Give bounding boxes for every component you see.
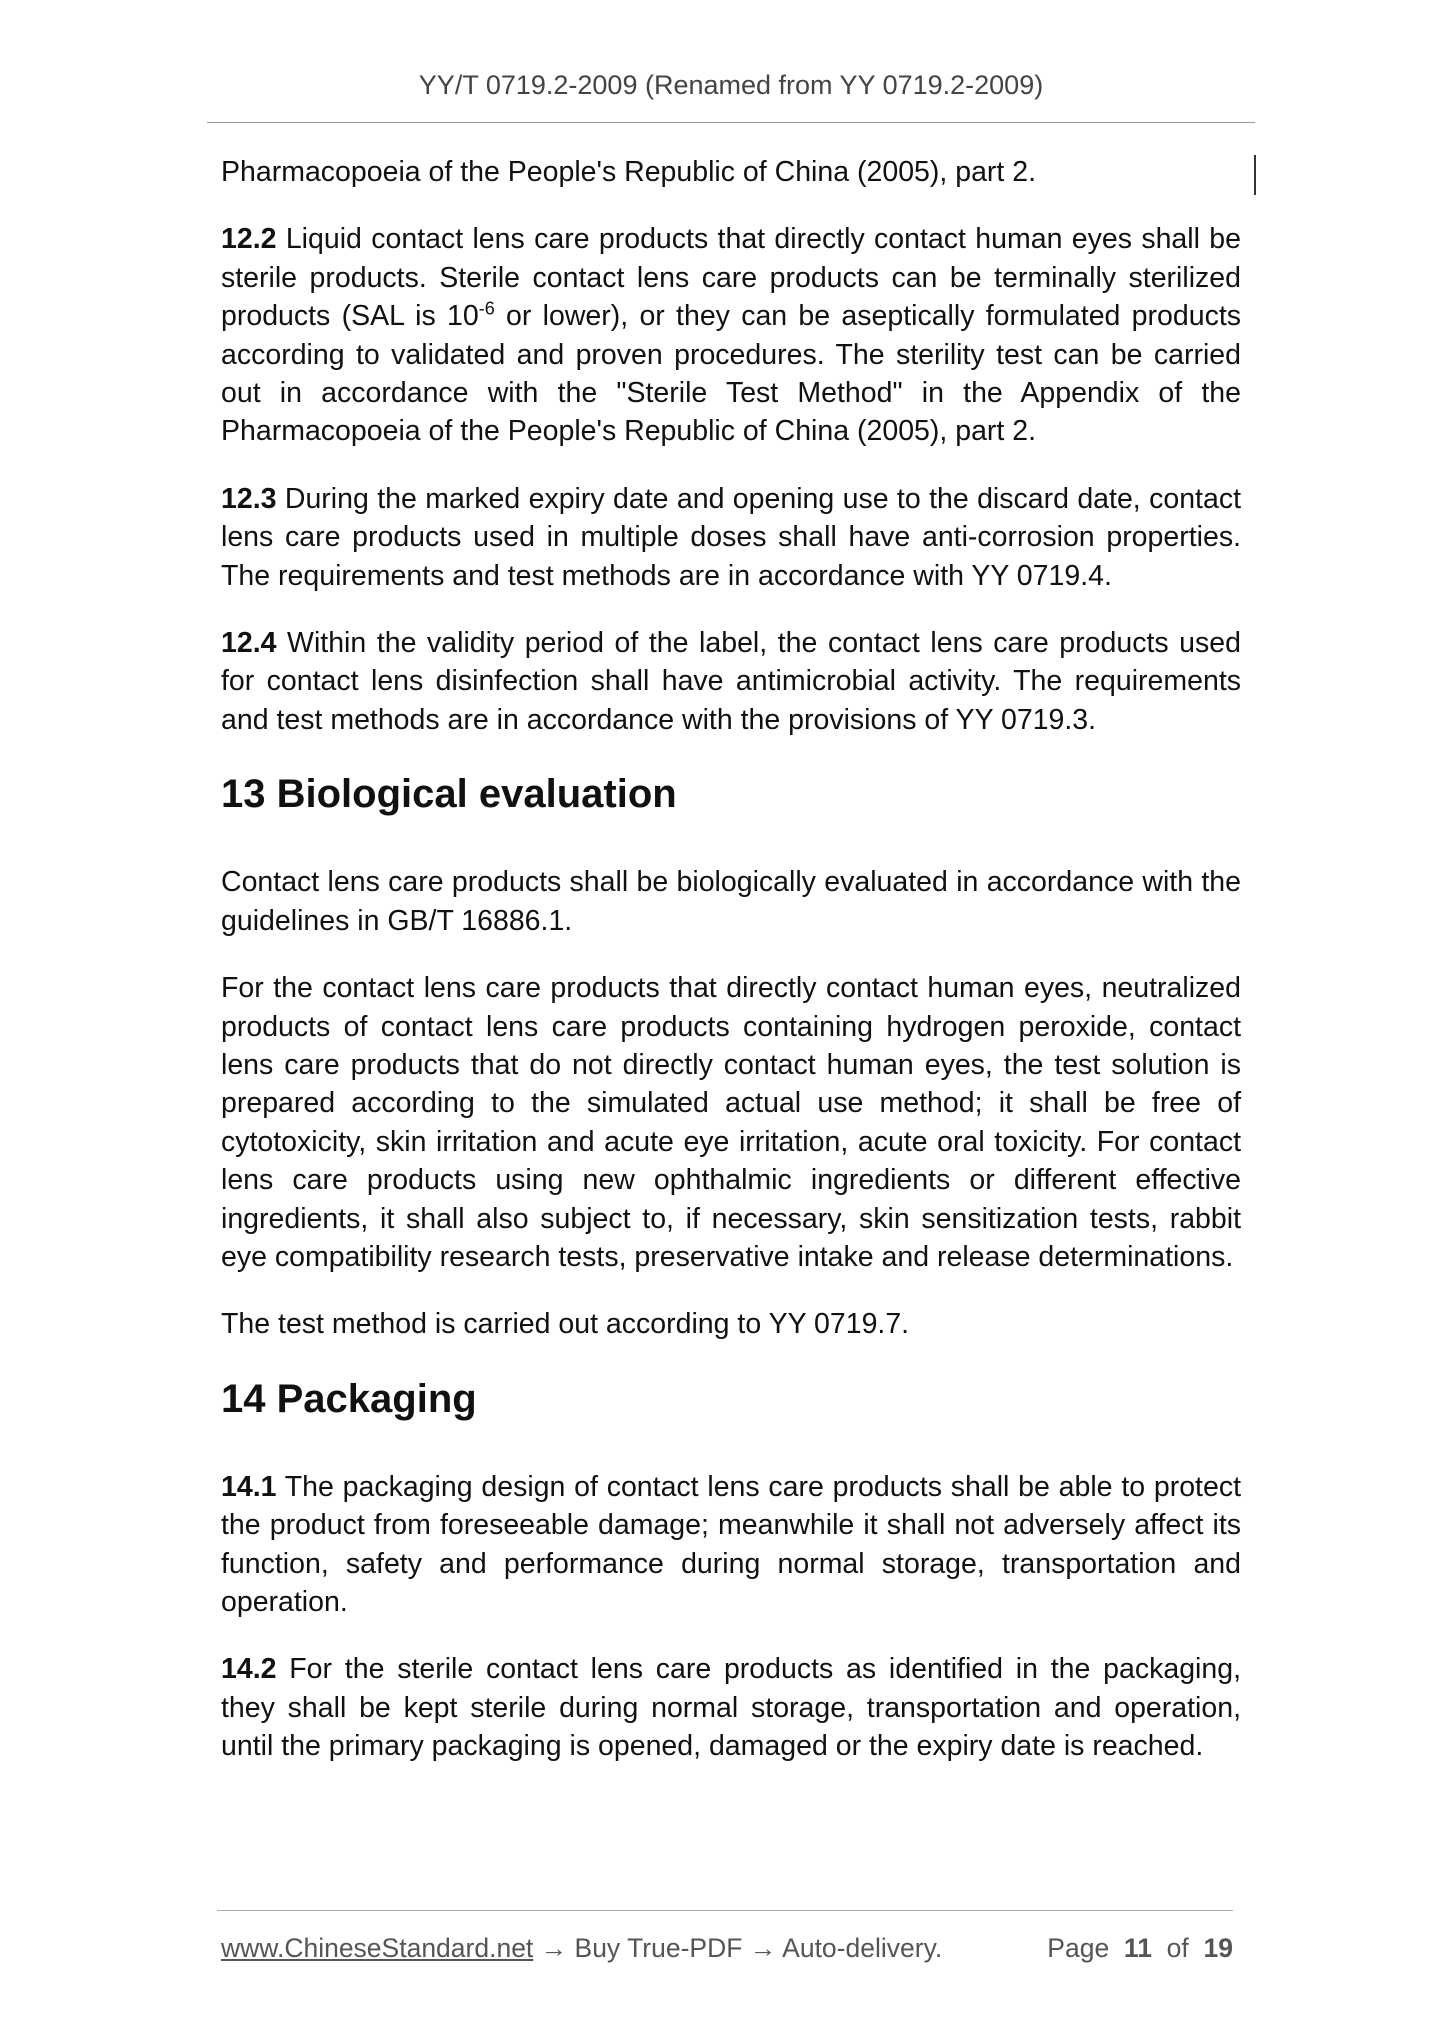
clause-12-2 [221,220,1241,450]
clause-number: 14.1 [221,1470,277,1503]
section-13-paragraph-3: The test method is carried out according to YY 0719.7. [221,1308,910,1341]
clause-text: For the sterile contact lens care products as identified in the packaging, they shall be kept sterile during normal storage, transportation and operation, until the primary packaging is opened, damaged or the expiry date is reached. [221,1653,1241,1763]
page-total: 19 [1203,1933,1233,1963]
clause-text: The packaging design of contact lens care products shall be able to protect the product from foreseeable damage; meanwhile it shall not adversely affect its function, safety and performance during normal storage, transportation and operation. [221,1470,1241,1618]
section-13-heading: 13 Biological evaluation [221,772,677,817]
page-of: of [1166,1933,1189,1963]
clause-12-4 [221,624,1241,739]
clause-text: Liquid contact lens care products that directly contact human eyes shall be sterile products. Sterile contact lens care products can be terminally sterilized products (SAL is 10 [221,223,1241,333]
clause-14-2 [221,1650,1241,1765]
section-13-paragraph-2: For the contact lens care products that directly contact human eyes, neutralized products of contact lens care products containing hydrogen peroxide, contact lens care products that do not directly contact human eyes, the test solution is prepared according to the simulated actual use method; it shall be free of cytotoxicity, skin irritation and acute eye irritation, acute oral toxicity. For contact lens care products using new ophthalmic ingredients or different effective ingredients, it shall also subject to, if necessary, skin sensitization tests, rabbit eye compatibility research tests, preservative intake and release determinations. [221,972,1241,1273]
change-bar [1254,155,1256,195]
site-link[interactable]: www.ChineseStandard.net [221,1933,534,1963]
page-footer [221,1933,1233,1964]
exponent: -6 [478,298,495,319]
clause-12-3 [221,480,1241,595]
clause-text: During the marked expiry date and opening use to the discard date, contact lens care products used in multiple doses shall have anti-corrosion properties. The requirements and test methods are in accordance with YY 0719.4. [221,482,1241,592]
header-divider [207,122,1255,123]
clause-text: Within the validity period of the label, the contact lens care products used for contact lens disinfection shall have antimicrobial activity. The requirements and test methods are in accordance with the provisions of YY 0719.3. [221,627,1241,736]
footer-promo: → Buy True-PDF → Auto-delivery. [533,1933,943,1963]
clause-14-1 [221,1468,1241,1622]
intro-paragraph: Pharmacopoeia of the People's Republic of China (2005), part 2. [221,156,1037,188]
page-indicator [1047,1933,1233,1964]
clause-text: or lower), or they can be aseptically formulated products according to validated and proven procedures. The sterility test can be carried out in accordance with the "Sterile Test Method" in the Appendix of the Pharmacopoeia of the People's Republic of China (2005), part 2. [221,300,1241,448]
clause-number: 12.2 [221,223,277,256]
clause-number: 12.4 [221,627,277,660]
clause-number: 14.2 [221,1653,277,1686]
footer-divider [217,1910,1233,1911]
footer-left [221,1933,942,1964]
page-label: Page [1047,1933,1110,1963]
page-current: 11 [1123,1933,1152,1963]
document-body [221,153,1241,1795]
section-13-paragraph-1: Contact lens care products shall be biologically evaluated in accordance with the guidelines in GB/T 16886.1. [221,866,1241,937]
page-header: YY/T 0719.2-2009 (Renamed from YY 0719.2-2009) [418,70,1044,100]
clause-number: 12.3 [221,482,277,515]
section-14-heading: 14 Packaging [221,1376,477,1421]
